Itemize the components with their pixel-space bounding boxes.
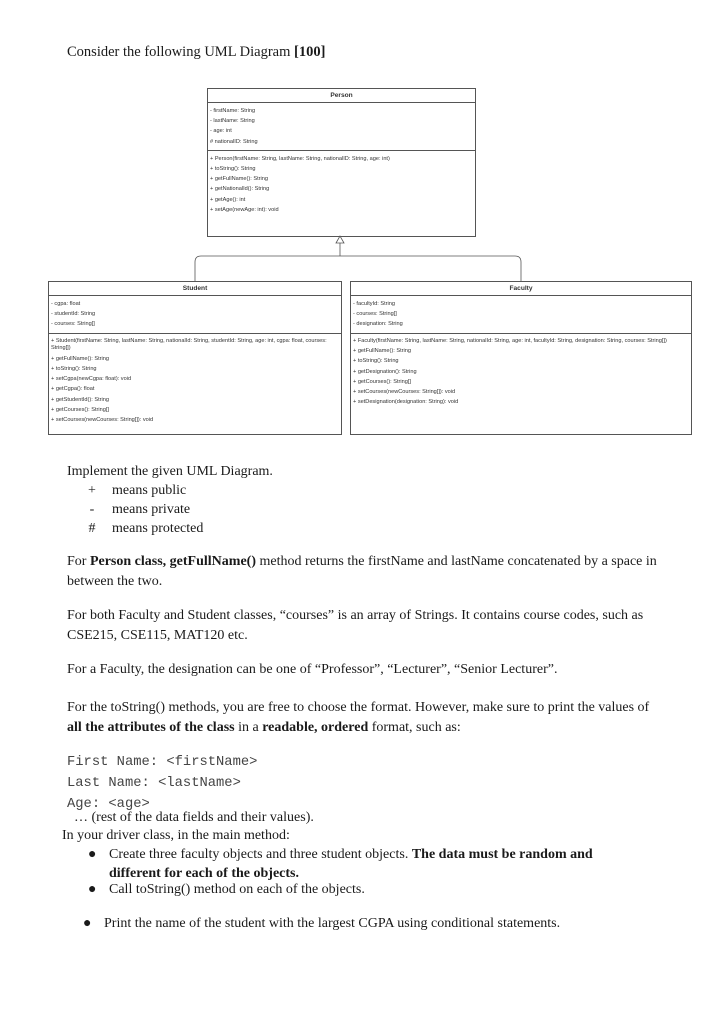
access-legend <box>72 481 203 538</box>
method: + toString(): String <box>51 366 97 372</box>
person-class-name: Person <box>208 89 475 103</box>
inheritance-line <box>195 243 521 281</box>
attribute: # nationalID: String <box>210 138 258 145</box>
student-class-name: Student <box>49 282 341 296</box>
student-attributes <box>49 296 341 334</box>
method: + setAge(newAge: int): void <box>210 206 279 213</box>
method: + Person(firstName: String, lastName: String, nationalID: String, age: int) <box>210 155 390 162</box>
method: + getFullName(): String <box>51 355 109 362</box>
attribute: - cgpa: float <box>51 301 81 307</box>
attribute: - facultyId: String <box>353 301 395 307</box>
bullet-dot: ● <box>88 882 97 897</box>
method: + setCourses(newCourses: String[]): void <box>353 389 456 396</box>
constructor: + Student(firstName: String, lastName: String, nationalId: String, studentId: String, age: int, cgpa: float, courses: String[]) <box>51 337 327 352</box>
paragraph-courses: For both Faculty and Student classes, “courses” is an array of Strings. It contains course codes, such as CSE215, CSE115, MAT120 etc. <box>67 608 644 643</box>
method: + getCourses(): String[] <box>51 406 109 413</box>
attribute: - age: int <box>210 128 232 135</box>
method: + getCourses(): String[] <box>353 378 411 385</box>
method: + setDesignation(designation: String): void <box>353 399 459 406</box>
legend-row: + means public <box>88 483 187 498</box>
method: + getFullName(): String <box>353 348 411 355</box>
inheritance-connector <box>0 0 724 290</box>
paragraph-tostring: For the toString() methods, you are free to choose the format. However, make sure to print the values of all the attributes of the class in a readable, ordered format, such as: <box>67 700 650 735</box>
sample-line: Last Name: <lastName> <box>67 776 241 791</box>
attribute: - firstName: String <box>210 108 256 114</box>
method: + setCgpa(newCgpa: float): void <box>51 376 132 383</box>
attribute: - courses: String[] <box>353 311 397 318</box>
legend-row: - means private <box>89 502 191 517</box>
method: + toString(): String <box>353 358 399 365</box>
attribute: - courses: String[] <box>51 321 95 328</box>
sample-line: First Name: <firstName> <box>67 755 258 770</box>
method: + getDesignation(): String <box>353 368 417 375</box>
constructor: + Faculty(firstName: String, lastName: String, nationalId: String, age: int, facultyId: String, designation: String, courses: String[]) <box>353 337 667 344</box>
faculty-class-box <box>350 281 692 435</box>
method: + getAge(): int <box>210 196 246 203</box>
method: + getCgpa(): float <box>51 386 95 393</box>
method: + getStudentId(): String <box>51 396 109 403</box>
attribute: - lastName: String <box>210 118 255 125</box>
inheritance-arrowhead <box>336 236 344 243</box>
method: + toString(): String <box>210 166 256 173</box>
faculty-class-name: Faculty <box>351 282 691 296</box>
bullet-dot: ● <box>83 916 92 931</box>
paragraph-person: For Person class, getFullName() method returns the firstName and lastName concatenated by a space in between the two. <box>67 554 657 589</box>
attribute: - studentId: String <box>51 311 96 318</box>
sample-output <box>67 752 257 815</box>
student-methods <box>49 334 341 429</box>
attribute: - designation: String <box>353 321 403 328</box>
page-title: Consider the following UML Diagram [100] <box>67 44 326 60</box>
student-class-box <box>48 281 342 435</box>
bullet-item: ● Print the name of the student with the largest CGPA using conditional statements. <box>83 916 561 931</box>
method: + getNationalId(): String <box>210 186 270 193</box>
paragraph-designation: For a Faculty, the designation can be one of “Professor”, “Lecturer”, “Senior Lecturer”. <box>67 662 558 677</box>
implement-heading: Implement the given UML Diagram. <box>67 464 273 479</box>
faculty-methods <box>351 334 691 411</box>
bullet-item: ● Create three faculty objects and three student objects. The data must be random and different for each of the objects. <box>88 847 593 881</box>
bullet-dot: ● <box>88 847 97 862</box>
method: + setCourses(newCourses: String[]): void <box>51 417 154 424</box>
bullet-item: ● Call toString() method on each of the objects. <box>88 882 365 897</box>
rest-note: … (rest of the data fields and their values). <box>74 810 314 825</box>
driver-heading: In your driver class, in the main method: <box>62 828 290 843</box>
method: + getFullName(): String <box>210 176 268 183</box>
legend-row: # means protected <box>88 521 204 536</box>
sample-line: Age: <age> <box>67 797 150 812</box>
faculty-attributes <box>351 296 691 334</box>
